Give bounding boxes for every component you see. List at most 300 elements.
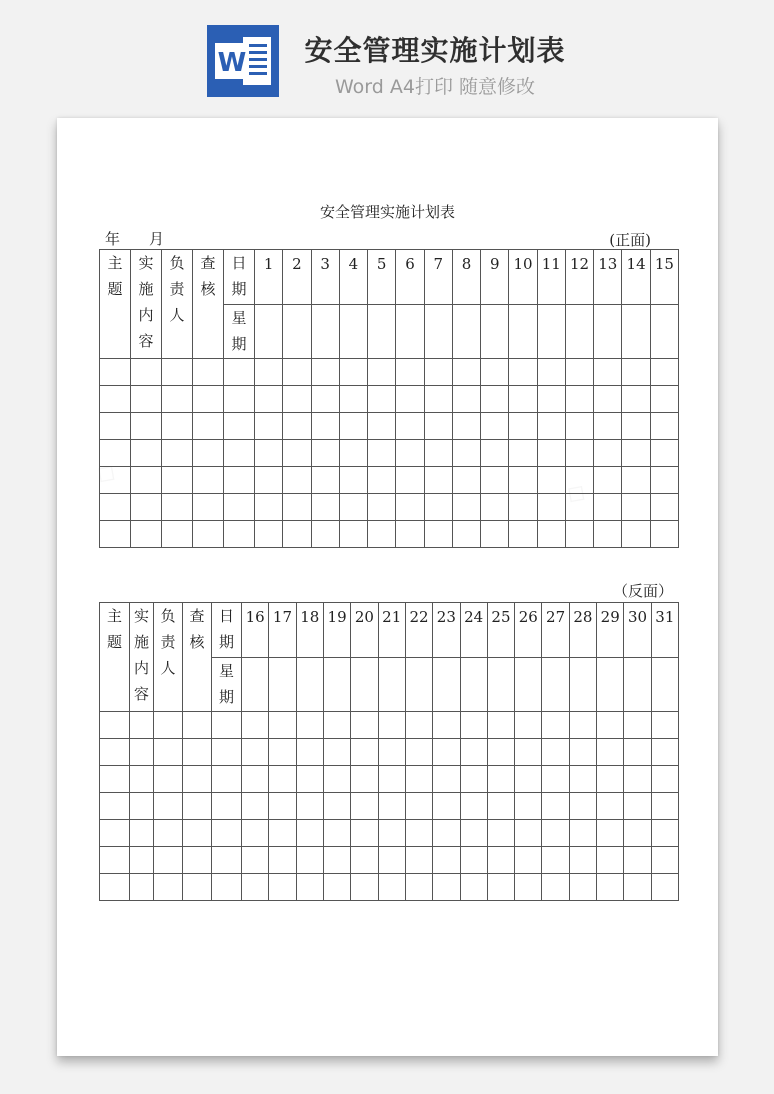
- table-cell[interactable]: [351, 766, 378, 793]
- table-cell[interactable]: [242, 712, 269, 739]
- table-cell[interactable]: [509, 467, 537, 494]
- table-cell[interactable]: [311, 359, 339, 386]
- table-cell[interactable]: [378, 847, 405, 874]
- table-cell[interactable]: [255, 521, 283, 548]
- table-cell[interactable]: [269, 793, 296, 820]
- table-cell[interactable]: [460, 820, 487, 847]
- table-cell[interactable]: [424, 494, 452, 521]
- table-cell[interactable]: [424, 467, 452, 494]
- table-cell[interactable]: [396, 467, 424, 494]
- table-cell[interactable]: [130, 820, 154, 847]
- table-cell[interactable]: [162, 521, 193, 548]
- table-cell[interactable]: [131, 440, 162, 467]
- table-cell[interactable]: [100, 793, 130, 820]
- table-cell[interactable]: [154, 712, 183, 739]
- table-cell[interactable]: [296, 820, 323, 847]
- table-cell[interactable]: [460, 766, 487, 793]
- weekday-cell[interactable]: [624, 658, 651, 712]
- table-cell[interactable]: [255, 440, 283, 467]
- table-cell[interactable]: [100, 712, 130, 739]
- table-cell[interactable]: [130, 793, 154, 820]
- weekday-cell[interactable]: [323, 658, 350, 712]
- table-cell[interactable]: [542, 766, 569, 793]
- table-cell[interactable]: [193, 467, 224, 494]
- table-cell[interactable]: [100, 766, 130, 793]
- weekday-cell[interactable]: [509, 305, 537, 359]
- table-cell[interactable]: [651, 766, 678, 793]
- table-cell[interactable]: [368, 386, 396, 413]
- table-cell[interactable]: [622, 359, 650, 386]
- table-cell[interactable]: [569, 766, 596, 793]
- table-cell[interactable]: [296, 793, 323, 820]
- table-cell[interactable]: [396, 386, 424, 413]
- table-cell[interactable]: [405, 793, 432, 820]
- table-cell[interactable]: [323, 766, 350, 793]
- table-cell[interactable]: [162, 359, 193, 386]
- table-cell[interactable]: [269, 712, 296, 739]
- table-cell[interactable]: [193, 413, 224, 440]
- table-cell[interactable]: [378, 712, 405, 739]
- table-cell[interactable]: [283, 386, 311, 413]
- weekday-cell[interactable]: [537, 305, 565, 359]
- table-cell[interactable]: [624, 712, 651, 739]
- table-cell[interactable]: [487, 847, 514, 874]
- table-cell[interactable]: [283, 494, 311, 521]
- table-cell[interactable]: [311, 413, 339, 440]
- table-cell[interactable]: [154, 847, 183, 874]
- table-cell[interactable]: [509, 440, 537, 467]
- table-cell[interactable]: [424, 386, 452, 413]
- table-cell[interactable]: [323, 793, 350, 820]
- table-cell[interactable]: [368, 359, 396, 386]
- table-cell[interactable]: [323, 712, 350, 739]
- table-cell[interactable]: [255, 494, 283, 521]
- table-cell[interactable]: [622, 413, 650, 440]
- weekday-cell[interactable]: [433, 658, 460, 712]
- table-cell[interactable]: [193, 494, 224, 521]
- table-cell[interactable]: [481, 413, 509, 440]
- table-cell[interactable]: [597, 847, 624, 874]
- table-cell[interactable]: [651, 820, 678, 847]
- table-cell[interactable]: [323, 847, 350, 874]
- table-cell[interactable]: [515, 874, 542, 901]
- table-cell[interactable]: [597, 712, 624, 739]
- table-cell[interactable]: [183, 739, 212, 766]
- table-cell[interactable]: [537, 521, 565, 548]
- table-cell[interactable]: [405, 820, 432, 847]
- table-cell[interactable]: [569, 793, 596, 820]
- table-cell[interactable]: [283, 467, 311, 494]
- table-cell[interactable]: [405, 847, 432, 874]
- table-cell[interactable]: [183, 820, 212, 847]
- weekday-cell[interactable]: [396, 305, 424, 359]
- table-cell[interactable]: [569, 712, 596, 739]
- table-cell[interactable]: [597, 739, 624, 766]
- weekday-cell[interactable]: [283, 305, 311, 359]
- table-cell[interactable]: [339, 386, 367, 413]
- table-cell[interactable]: [542, 847, 569, 874]
- table-cell[interactable]: [212, 793, 242, 820]
- table-cell[interactable]: [255, 359, 283, 386]
- table-cell[interactable]: [594, 386, 622, 413]
- table-cell[interactable]: [283, 359, 311, 386]
- weekday-cell[interactable]: [515, 658, 542, 712]
- table-cell[interactable]: [351, 847, 378, 874]
- weekday-cell[interactable]: [452, 305, 480, 359]
- table-cell[interactable]: [378, 739, 405, 766]
- table-cell[interactable]: [650, 413, 678, 440]
- table-cell[interactable]: [515, 766, 542, 793]
- table-cell[interactable]: [651, 874, 678, 901]
- weekday-cell[interactable]: [650, 305, 678, 359]
- table-cell[interactable]: [594, 359, 622, 386]
- table-cell[interactable]: [424, 440, 452, 467]
- table-cell[interactable]: [396, 413, 424, 440]
- table-cell[interactable]: [212, 847, 242, 874]
- table-cell[interactable]: [131, 467, 162, 494]
- table-cell[interactable]: [487, 739, 514, 766]
- table-cell[interactable]: [339, 467, 367, 494]
- weekday-cell[interactable]: [487, 658, 514, 712]
- table-cell[interactable]: [100, 820, 130, 847]
- table-cell[interactable]: [368, 494, 396, 521]
- table-cell[interactable]: [452, 521, 480, 548]
- table-cell[interactable]: [193, 521, 224, 548]
- table-cell[interactable]: [509, 386, 537, 413]
- table-cell[interactable]: [368, 440, 396, 467]
- table-cell[interactable]: [396, 440, 424, 467]
- weekday-cell[interactable]: [269, 658, 296, 712]
- table-cell[interactable]: [255, 413, 283, 440]
- table-cell[interactable]: [130, 874, 154, 901]
- table-cell[interactable]: [131, 521, 162, 548]
- table-cell[interactable]: [433, 712, 460, 739]
- table-cell[interactable]: [622, 386, 650, 413]
- table-cell[interactable]: [594, 521, 622, 548]
- table-cell[interactable]: [487, 874, 514, 901]
- table-cell[interactable]: [515, 820, 542, 847]
- table-cell[interactable]: [460, 847, 487, 874]
- table-cell[interactable]: [100, 413, 131, 440]
- table-cell[interactable]: [339, 440, 367, 467]
- table-cell[interactable]: [242, 766, 269, 793]
- table-cell[interactable]: [224, 359, 255, 386]
- table-cell[interactable]: [283, 440, 311, 467]
- table-cell[interactable]: [100, 874, 130, 901]
- table-cell[interactable]: [542, 712, 569, 739]
- table-cell[interactable]: [481, 386, 509, 413]
- table-cell[interactable]: [565, 386, 593, 413]
- weekday-cell[interactable]: [481, 305, 509, 359]
- weekday-cell[interactable]: [351, 658, 378, 712]
- table-cell[interactable]: [131, 413, 162, 440]
- table-cell[interactable]: [565, 467, 593, 494]
- table-cell[interactable]: [183, 847, 212, 874]
- table-cell[interactable]: [565, 440, 593, 467]
- table-cell[interactable]: [597, 766, 624, 793]
- table-cell[interactable]: [565, 494, 593, 521]
- table-cell[interactable]: [162, 440, 193, 467]
- table-cell[interactable]: [650, 440, 678, 467]
- table-cell[interactable]: [193, 440, 224, 467]
- table-cell[interactable]: [452, 386, 480, 413]
- table-cell[interactable]: [594, 494, 622, 521]
- table-cell[interactable]: [351, 820, 378, 847]
- table-cell[interactable]: [433, 793, 460, 820]
- table-cell[interactable]: [378, 766, 405, 793]
- table-cell[interactable]: [460, 793, 487, 820]
- table-cell[interactable]: [509, 359, 537, 386]
- table-cell[interactable]: [481, 440, 509, 467]
- table-cell[interactable]: [537, 359, 565, 386]
- table-cell[interactable]: [651, 712, 678, 739]
- weekday-cell[interactable]: [569, 658, 596, 712]
- table-cell[interactable]: [452, 413, 480, 440]
- table-cell[interactable]: [154, 874, 183, 901]
- weekday-cell[interactable]: [597, 658, 624, 712]
- table-cell[interactable]: [405, 712, 432, 739]
- table-cell[interactable]: [460, 874, 487, 901]
- table-cell[interactable]: [650, 494, 678, 521]
- table-cell[interactable]: [296, 847, 323, 874]
- weekday-cell[interactable]: [542, 658, 569, 712]
- table-cell[interactable]: [368, 521, 396, 548]
- table-cell[interactable]: [368, 413, 396, 440]
- table-cell[interactable]: [224, 386, 255, 413]
- weekday-cell[interactable]: [378, 658, 405, 712]
- table-cell[interactable]: [650, 467, 678, 494]
- table-cell[interactable]: [624, 820, 651, 847]
- table-cell[interactable]: [378, 793, 405, 820]
- table-cell[interactable]: [255, 467, 283, 494]
- table-cell[interactable]: [296, 739, 323, 766]
- table-cell[interactable]: [154, 739, 183, 766]
- table-cell[interactable]: [597, 793, 624, 820]
- table-cell[interactable]: [242, 874, 269, 901]
- table-cell[interactable]: [311, 467, 339, 494]
- table-cell[interactable]: [396, 494, 424, 521]
- table-cell[interactable]: [242, 739, 269, 766]
- table-cell[interactable]: [433, 739, 460, 766]
- table-cell[interactable]: [130, 739, 154, 766]
- table-cell[interactable]: [224, 494, 255, 521]
- table-cell[interactable]: [283, 413, 311, 440]
- table-cell[interactable]: [269, 874, 296, 901]
- table-cell[interactable]: [269, 766, 296, 793]
- table-cell[interactable]: [542, 793, 569, 820]
- table-cell[interactable]: [405, 739, 432, 766]
- table-cell[interactable]: [224, 440, 255, 467]
- table-cell[interactable]: [296, 766, 323, 793]
- table-cell[interactable]: [162, 413, 193, 440]
- table-cell[interactable]: [183, 766, 212, 793]
- table-cell[interactable]: [487, 712, 514, 739]
- table-cell[interactable]: [255, 386, 283, 413]
- weekday-cell[interactable]: [255, 305, 283, 359]
- table-cell[interactable]: [193, 359, 224, 386]
- table-cell[interactable]: [296, 712, 323, 739]
- table-cell[interactable]: [452, 359, 480, 386]
- table-cell[interactable]: [396, 521, 424, 548]
- table-cell[interactable]: [100, 739, 130, 766]
- table-cell[interactable]: [405, 874, 432, 901]
- table-cell[interactable]: [224, 521, 255, 548]
- table-cell[interactable]: [154, 820, 183, 847]
- table-cell[interactable]: [537, 494, 565, 521]
- weekday-cell[interactable]: [622, 305, 650, 359]
- table-cell[interactable]: [433, 847, 460, 874]
- table-cell[interactable]: [224, 467, 255, 494]
- table-cell[interactable]: [594, 413, 622, 440]
- table-cell[interactable]: [452, 494, 480, 521]
- table-cell[interactable]: [452, 467, 480, 494]
- table-cell[interactable]: [212, 739, 242, 766]
- weekday-cell[interactable]: [424, 305, 452, 359]
- table-cell[interactable]: [565, 359, 593, 386]
- table-cell[interactable]: [212, 820, 242, 847]
- table-cell[interactable]: [351, 739, 378, 766]
- weekday-cell[interactable]: [651, 658, 678, 712]
- weekday-cell[interactable]: [594, 305, 622, 359]
- table-cell[interactable]: [542, 874, 569, 901]
- table-cell[interactable]: [269, 739, 296, 766]
- table-cell[interactable]: [515, 793, 542, 820]
- table-cell[interactable]: [651, 793, 678, 820]
- table-cell[interactable]: [296, 874, 323, 901]
- table-cell[interactable]: [622, 440, 650, 467]
- table-cell[interactable]: [460, 739, 487, 766]
- table-cell[interactable]: [100, 494, 131, 521]
- table-cell[interactable]: [162, 386, 193, 413]
- weekday-cell[interactable]: [405, 658, 432, 712]
- table-cell[interactable]: [651, 847, 678, 874]
- weekday-cell[interactable]: [368, 305, 396, 359]
- table-cell[interactable]: [624, 739, 651, 766]
- table-cell[interactable]: [311, 521, 339, 548]
- table-cell[interactable]: [487, 820, 514, 847]
- table-cell[interactable]: [131, 494, 162, 521]
- table-cell[interactable]: [569, 847, 596, 874]
- table-cell[interactable]: [339, 494, 367, 521]
- table-cell[interactable]: [378, 874, 405, 901]
- table-cell[interactable]: [242, 793, 269, 820]
- table-cell[interactable]: [242, 847, 269, 874]
- table-cell[interactable]: [481, 521, 509, 548]
- table-cell[interactable]: [130, 766, 154, 793]
- table-cell[interactable]: [433, 874, 460, 901]
- table-cell[interactable]: [100, 521, 131, 548]
- table-cell[interactable]: [650, 386, 678, 413]
- table-cell[interactable]: [487, 793, 514, 820]
- table-cell[interactable]: [565, 413, 593, 440]
- table-cell[interactable]: [481, 467, 509, 494]
- table-cell[interactable]: [368, 467, 396, 494]
- table-cell[interactable]: [323, 874, 350, 901]
- table-cell[interactable]: [569, 739, 596, 766]
- table-cell[interactable]: [323, 739, 350, 766]
- table-cell[interactable]: [537, 413, 565, 440]
- table-cell[interactable]: [269, 820, 296, 847]
- table-cell[interactable]: [193, 386, 224, 413]
- table-cell[interactable]: [515, 847, 542, 874]
- table-cell[interactable]: [651, 739, 678, 766]
- table-cell[interactable]: [130, 712, 154, 739]
- table-cell[interactable]: [100, 847, 130, 874]
- table-cell[interactable]: [339, 413, 367, 440]
- table-cell[interactable]: [565, 521, 593, 548]
- table-cell[interactable]: [594, 440, 622, 467]
- weekday-cell[interactable]: [296, 658, 323, 712]
- table-cell[interactable]: [131, 386, 162, 413]
- table-cell[interactable]: [100, 359, 131, 386]
- table-cell[interactable]: [481, 494, 509, 521]
- table-cell[interactable]: [487, 766, 514, 793]
- table-cell[interactable]: [650, 521, 678, 548]
- table-cell[interactable]: [405, 766, 432, 793]
- table-cell[interactable]: [162, 494, 193, 521]
- table-cell[interactable]: [396, 359, 424, 386]
- table-cell[interactable]: [597, 874, 624, 901]
- table-cell[interactable]: [212, 712, 242, 739]
- weekday-cell[interactable]: [460, 658, 487, 712]
- table-cell[interactable]: [378, 820, 405, 847]
- table-cell[interactable]: [311, 386, 339, 413]
- table-cell[interactable]: [339, 521, 367, 548]
- table-cell[interactable]: [509, 494, 537, 521]
- table-cell[interactable]: [542, 820, 569, 847]
- weekday-cell[interactable]: [565, 305, 593, 359]
- table-cell[interactable]: [624, 874, 651, 901]
- table-cell[interactable]: [212, 874, 242, 901]
- table-cell[interactable]: [351, 874, 378, 901]
- table-cell[interactable]: [154, 766, 183, 793]
- table-cell[interactable]: [351, 712, 378, 739]
- table-cell[interactable]: [597, 820, 624, 847]
- table-cell[interactable]: [622, 521, 650, 548]
- table-cell[interactable]: [537, 467, 565, 494]
- table-cell[interactable]: [622, 494, 650, 521]
- table-cell[interactable]: [624, 766, 651, 793]
- table-cell[interactable]: [162, 467, 193, 494]
- table-cell[interactable]: [433, 766, 460, 793]
- table-cell[interactable]: [452, 440, 480, 467]
- table-cell[interactable]: [339, 359, 367, 386]
- table-cell[interactable]: [515, 739, 542, 766]
- table-cell[interactable]: [424, 359, 452, 386]
- table-cell[interactable]: [212, 766, 242, 793]
- table-cell[interactable]: [424, 413, 452, 440]
- table-cell[interactable]: [183, 874, 212, 901]
- table-cell[interactable]: [537, 386, 565, 413]
- table-cell[interactable]: [351, 793, 378, 820]
- table-cell[interactable]: [650, 359, 678, 386]
- table-cell[interactable]: [624, 793, 651, 820]
- table-cell[interactable]: [460, 712, 487, 739]
- table-cell[interactable]: [515, 712, 542, 739]
- table-cell[interactable]: [424, 521, 452, 548]
- table-cell[interactable]: [542, 739, 569, 766]
- table-cell[interactable]: [224, 413, 255, 440]
- weekday-cell[interactable]: [242, 658, 269, 712]
- table-cell[interactable]: [594, 467, 622, 494]
- table-cell[interactable]: [433, 820, 460, 847]
- table-cell[interactable]: [242, 820, 269, 847]
- table-cell[interactable]: [509, 413, 537, 440]
- table-cell[interactable]: [130, 847, 154, 874]
- table-cell[interactable]: [100, 467, 131, 494]
- table-cell[interactable]: [569, 874, 596, 901]
- table-cell[interactable]: [622, 467, 650, 494]
